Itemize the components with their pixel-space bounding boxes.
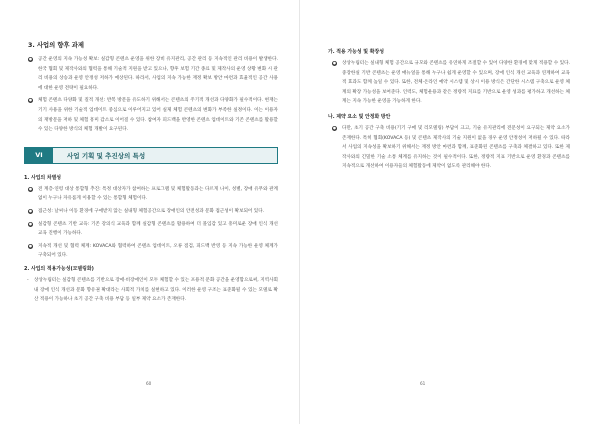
- chapter-title: 사업 기획 및 추진상의 특성: [53, 148, 277, 163]
- list-item: ● 실감형 콘텐츠 기반 교육: 기존 강의식 교육과 함께 실감형 콘텐츠를 활용하여 더 몰입감 있고 흥미로운 장애 인식 개선 교육 진행이 가능하다.: [28, 221, 278, 237]
- bullet-icon: ●: [28, 186, 33, 191]
- list-item: ● 상상누림터는 실내형 체험 공간으로 규모와 콘텐츠를 유연하게 조절할 수 있어 다양한 환경에 맞게 적용할 수 있다. 중장한실 기반 콘텐츠는 운영 매뉴얼을 통해 누구나 쉽게 운영할 수 있으며, 장애 인식 개선 교육과 연계하여 교육적 효과도 함께 높일 수 있다. 또한, 전체·온라인 예약 시스템 및 상시 이용 방식은 간단한 시스템 구축으로 운영 체계의 확장 가능성을 보여준다. 인력도, 체험운용과 같은 정량적 지표를 기반으로 운영 성과를 평가하고 개선하는 체계는 지속 가능한 운영을 가능하게 한다.: [332, 61, 570, 105]
- chapter-number: VI: [25, 148, 53, 163]
- list-item: ● 공간 운영의 지속 가능성 확보: 실감형 콘텐츠 운영을 위한 장비 유지관리, 공간 관리 등 지속적인 관리 비용이 발생한다. 한국 협회 및 제작사와의 협력을 통해 기술적 지원을 받고 있으나, 향후 보험 기간 종료 및 제작사의 운영 상황 변화 시 관리 비용의 상승과 운영 안정성 저하가 예상된다. 따라서, 사업의 지속 가능한 재정 확보 방안 마련과 효율적인 공간 사용에 대한 운영 전략이 필요하다.: [28, 57, 278, 91]
- subsection-a-title: 가. 적용 가능성 및 확장성: [328, 49, 384, 55]
- subsection-b-title: 나. 제약 요소 및 안정화 방안: [328, 113, 391, 120]
- subsection-1-title: 1. 사업의 차별성: [24, 174, 62, 181]
- list-item: ● 다만, 초기 공간 구축 비용(기기 구매 및 리모델링) 부담이 크고, 기술 유지관리에 전문성이 요구되는 제약 요소가 존재한다. 특히 협회(KOVACA 등) 및 콘텐츠 제작사의 기술 지원이 없을 경우 운영 안정성이 저하될 수 있다. 따라서 사업의 지속성을 확보하기 위해서는 재정 방안 마련과 함께, 표준화된 콘텐츠를 구축과 체결하고 있다. 또한 제작사와의 긴밀한 기술 소통 체계를 유지하는 것이 필수적이다. 또한, 정량적 지표 기반으로 운영 환경과 콘텐츠를 지속적으로 개선하여 이용자들의 체험활동에 제약이 없도록 관리해야 한다.: [332, 125, 570, 170]
- bullet-icon: ●: [28, 221, 33, 226]
- list-item: ● 전 계층·연령 대상 통합형 추진: 특정 대상자가 참여하는 프로그램 및 체험활동과는 다르게 나이, 성별, 장애 유무와 관계없이 누구나 자유롭게 이용할 수 있는 통합형 체험이다.: [28, 186, 278, 202]
- list-item: ● 접근성: 날씨나 이동 환경에 구애받지 않는 실내형 체험공간으로 장애인의 안전성과 문화 접근성이 확보되어 있다.: [28, 208, 265, 214]
- dash-icon: -: [27, 277, 29, 283]
- bullet-icon: ●: [28, 208, 33, 213]
- bullet-icon: ●: [332, 125, 337, 130]
- chapter-banner: [24, 147, 278, 164]
- bullet-icon: ●: [28, 98, 33, 103]
- right-page: [300, 0, 600, 424]
- bullet-icon: ●: [28, 57, 33, 61]
- list-item: - 상상누림터는 실감형 콘텐츠를 기반으로 장애·비장애인이 모두 체험할 수 있는 포용적 문화 공간을 운영함으로써, 지역사회 내 장애 인식 개선과 문화 향유권 확대라는 사회적 가치를 실현하고 있다. 이러한 운영 구조는 표준화될 수 있는 모델로 확산 적용이 가능하나 초기 공간 구축 비용 부담 등 일부 제약 요소가 존재한다.: [27, 277, 278, 303]
- list-item: ● 체험 콘텐츠 다양화 및 질적 개선: 반복 방문을 유도하기 위해서는 콘텐츠의 주기적 개선과 다양화가 필수적이다. 현재는 기기 사용을 위한 기술적 업데이트 중심으로 이루어지고 있어 실제 체험 콘텐츠의 변화가 부족한 실정이다. 이는 이용자의 재방문을 저하 및 체험 흥미 감소로 이어질 수 있다. 참여자 피드백을 반영한 콘텐츠 업데이트와 기존 콘텐츠를 활용할 수 있는 다양한 방식의 체험 개발이 요구된다.: [28, 98, 278, 133]
- page-number: 60: [146, 381, 152, 386]
- subsection-2-title: 2. 사업의 적용가능성(모델링화): [24, 265, 94, 272]
- section-3-title: 3. 사업의 향후 과제: [28, 42, 84, 49]
- bullet-icon: ●: [28, 243, 33, 248]
- page-number: 61: [420, 381, 426, 386]
- list-item: ● 지속적 개선 및 협력 체계: KOVACA와 협력하여 콘텐츠 업데이트, 오류 점검, 피드백 반영 등 지속 가능한 운영 체계가 구축되어 있다.: [28, 243, 278, 259]
- bullet-icon: ●: [332, 61, 337, 65]
